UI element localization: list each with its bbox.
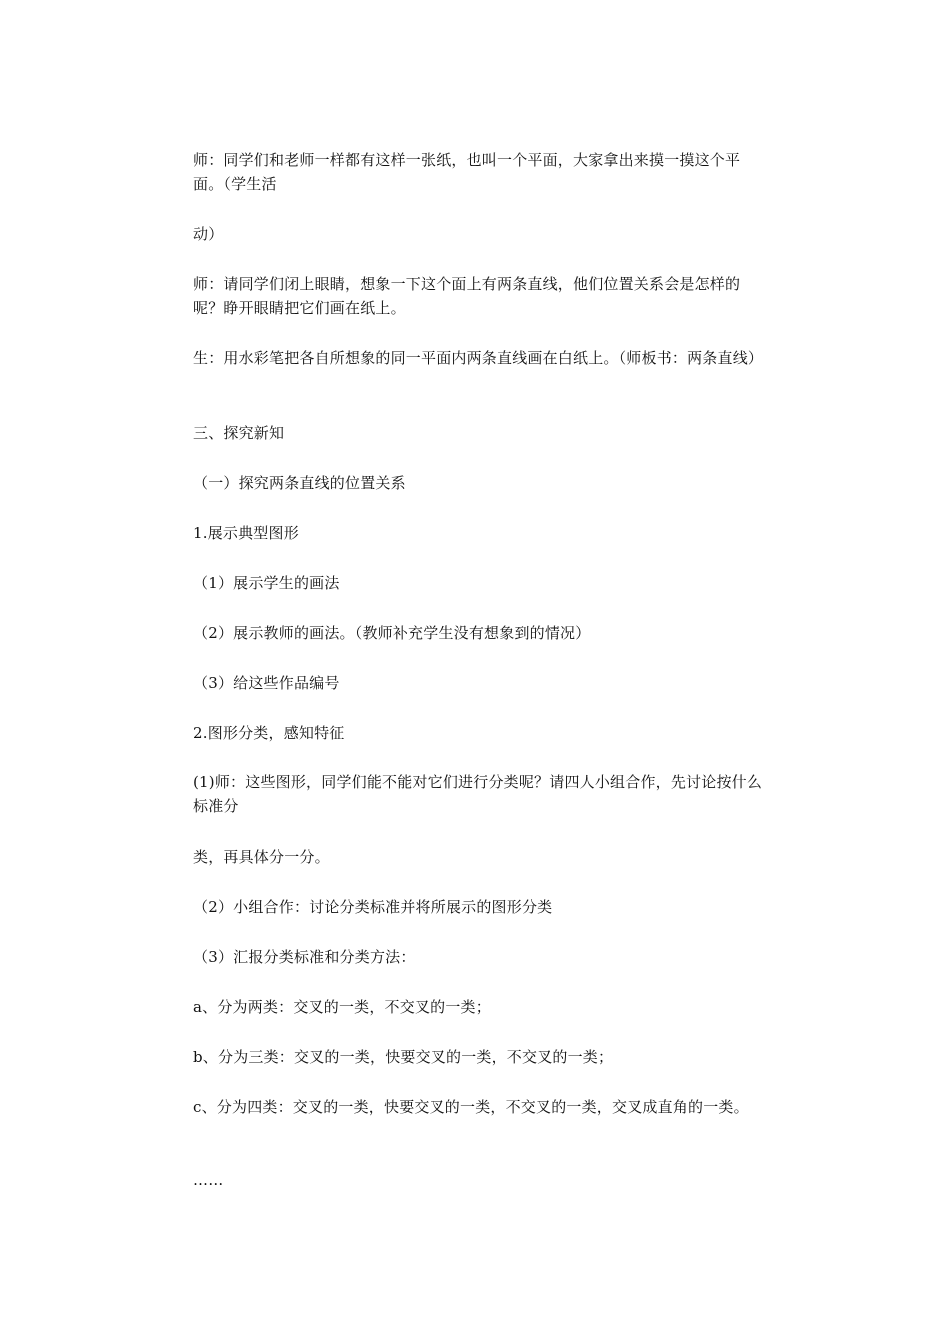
item-three-categories: b、分为三类：交叉的一类，快要交叉的一类，不交叉的一类； <box>193 1048 614 1066</box>
item-classify-figures: 2.图形分类，感知特征 <box>193 724 345 742</box>
item-report-methods: （3）汇报分类标准和分类方法： <box>193 948 416 966</box>
subsection-heading-line-relations: （一）探究两条直线的位置关系 <box>193 474 406 492</box>
item-four-categories: c、分为四类：交叉的一类，快要交叉的一类，不交叉的一类，交叉成直角的一类。 <box>193 1098 749 1116</box>
item-two-categories: a、分为两类：交叉的一类，不交叉的一类； <box>193 998 491 1016</box>
paragraph-teacher-classify-question: (1)师：这些图形，同学们能不能对它们进行分类呢？请四人小组合作，先讨论按什么标准分 <box>193 773 763 815</box>
paragraph-teacher-paper-plane: 师：同学们和老师一样都有这样一张纸，也叫一个平面，大家拿出来摸一摸这个平面。（学生活 <box>193 151 741 193</box>
ellipsis: …… <box>193 1171 224 1189</box>
section-heading-explore: 三、探究新知 <box>193 424 285 442</box>
paragraph-teacher-imagine-lines: 师：请同学们闭上眼睛，想象一下这个面上有两条直线，他们位置关系会是怎样的呢？睁开眼睛把它们画在纸上。 <box>193 275 741 317</box>
item-show-typical-figures: 1.展示典型图形 <box>193 524 299 542</box>
paragraph-student-draw-lines: 生：用水彩笔把各自所想象的同一平面内两条直线画在白纸上。（师板书：两条直线） <box>193 349 764 367</box>
item-number-works: （3）给这些作品编号 <box>193 674 340 692</box>
item-show-student-drawings: （1）展示学生的画法 <box>193 574 340 592</box>
item-show-teacher-drawings: （2）展示教师的画法。（教师补充学生没有想象到的情况） <box>193 624 591 642</box>
paragraph-classify-continue: 类，再具体分一分。 <box>193 848 330 866</box>
paragraph-activity-end: 动） <box>193 225 224 243</box>
item-group-cooperation: （2）小组合作：讨论分类标准并将所展示的图形分类 <box>193 898 553 916</box>
